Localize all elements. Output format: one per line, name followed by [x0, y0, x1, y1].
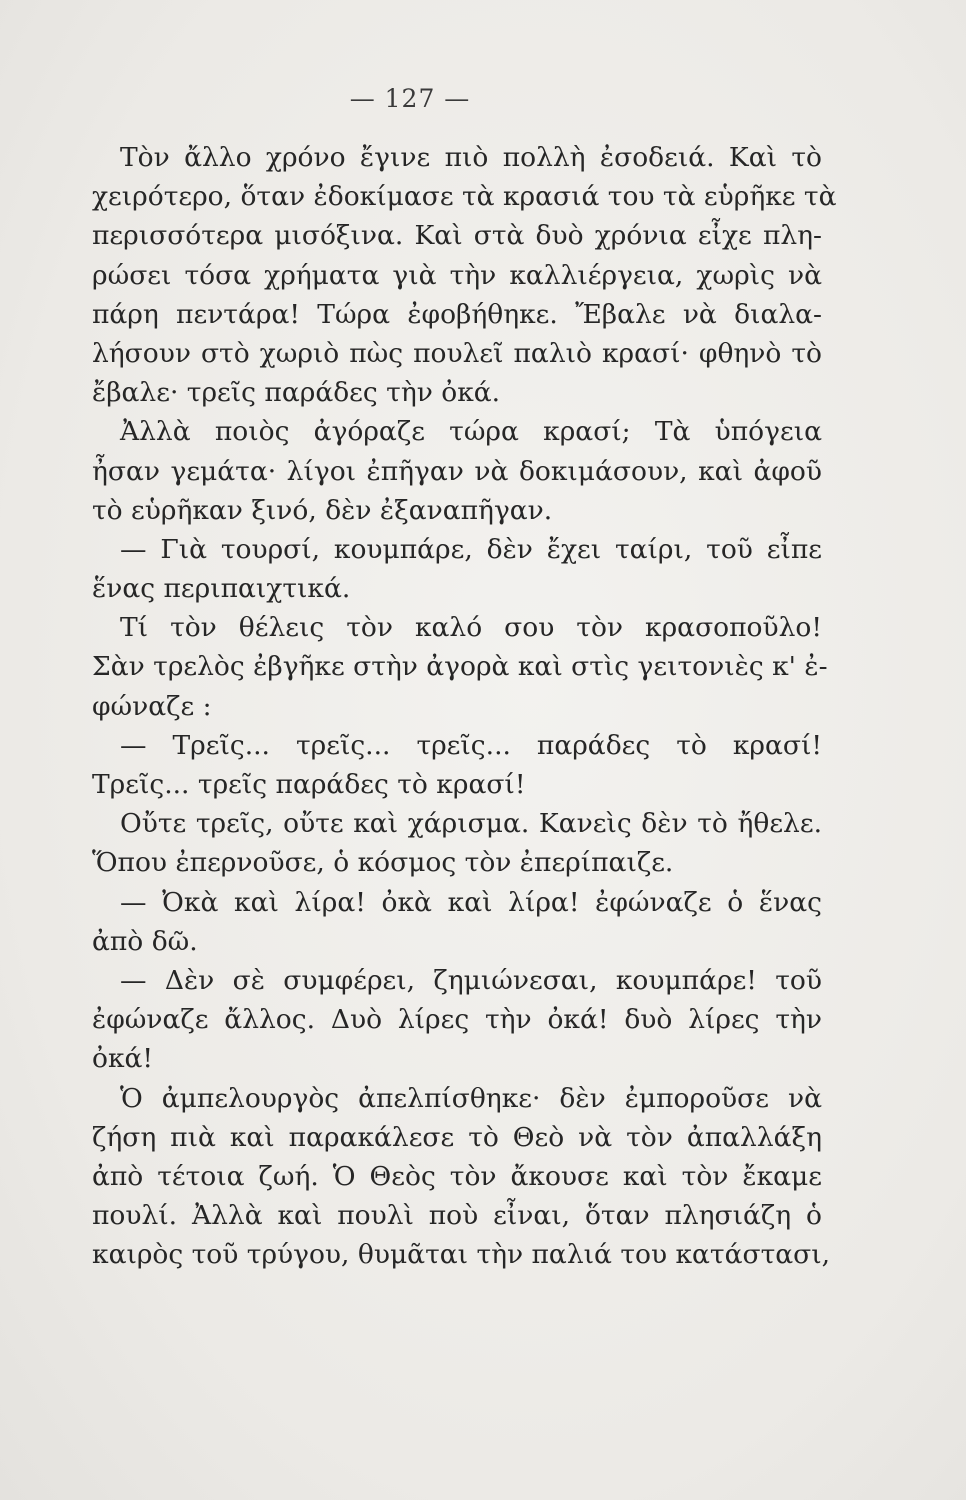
text-line: Τί τὸν θέλεις τὸν καλό σου τὸν κρασοποῦλο!: [120, 612, 822, 644]
text-line: Ὅπου ἐπερνοῦσε, ὁ κόσμος τὸν ἐπερίπαιζε.: [92, 847, 674, 879]
text-line: Ὁ ἀμπελουργὸς ἀπελπίσθηκε· δὲν ἐμποροῦσε νὰ: [120, 1082, 822, 1114]
text-line: ἐφώναζε ἄλλος. Δυὸ λίρες τὴν ὀκά! δυὸ λίρες τὴν: [92, 1004, 822, 1036]
text-line: πάρη πεντάρα! Τώρα ἐφοβήθηκε. Ἔβαλε νὰ διαλα-: [92, 298, 822, 330]
text-line: — Δὲν σὲ συμφέρει, ζημιώνεσαι, κουμπάρε! τοῦ: [120, 964, 822, 996]
text-line: ὀκά!: [92, 1043, 154, 1075]
text-line: ζήση πιὰ καὶ παρακάλεσε τὸ Θεὸ νὰ τὸν ἀπαλλάξη: [92, 1121, 822, 1153]
text-line: Τρεῖς... τρεῖς παράδες τὸ κρασί!: [92, 769, 526, 800]
text-line: χειρότερο, ὅταν ἐδοκίμασε τὰ κρασιά του τὰ εὑρῆκε τὰ: [92, 181, 837, 213]
text-line: ἀπὸ δῶ.: [92, 925, 198, 957]
text-line: ἦσαν γεμάτα· λίγοι ἐπῆγαν νὰ δοκιμάσουν, καὶ ἀφοῦ: [92, 455, 822, 487]
text-line: καιρὸς τοῦ τρύγου, θυμᾶται τὴν παλιά του κατάστασι,: [92, 1239, 831, 1271]
body-text: [92, 138, 837, 1274]
text-line: — Γιὰ τουρσί, κουμπάρε, δὲν ἔχει ταίρι, τοῦ εἶπε: [120, 533, 822, 565]
text-line: πουλί. Ἀλλὰ καὶ πουλὶ ποὺ εἶναι, ὅταν πλησιάζη ὁ: [92, 1200, 822, 1232]
text-line: — Τρεῖς... τρεῖς... τρεῖς... παράδες τὸ κρασί!: [120, 729, 822, 761]
text-line: — Ὀκὰ καὶ λίρα! ὀκὰ καὶ λίρα! ἐφώναζε ὁ ἕνας: [120, 886, 822, 918]
text-line: ἀπὸ τέτοια ζωή. Ὁ Θεὸς τὸν ἄκουσε καὶ τὸν ἔκαμε: [92, 1160, 822, 1192]
page-number: — 127 —: [349, 84, 471, 113]
text-line: Οὔτε τρεῖς, οὔτε καὶ χάρισμα. Κανεὶς δὲν τὸ ἤθελε.: [120, 808, 822, 840]
text-line: ἔβαλε· τρεῖς παράδες τὴν ὀκά.: [92, 377, 501, 409]
text-line: Ἀλλὰ ποιὸς ἀγόραζε τώρα κρασί; Τὰ ὑπόγεια: [120, 416, 822, 448]
text-line: ρώσει τόσα χρήματα γιὰ τὴν καλλιέργεια, χωρὶς νὰ: [92, 259, 822, 291]
text-line: περισσότερα μισόξινα. Καὶ στὰ δυὸ χρόνια εἶχε πλη-: [92, 220, 822, 252]
text-line: τὸ εὑρῆκαν ξινό, δὲν ἐξαναπῆγαν.: [92, 494, 553, 526]
text-line: φώναζε :: [92, 690, 212, 722]
text-line: λήσουν στὸ χωριὸ πὼς πουλεῖ παλιὸ κρασί· φθηνὸ τὸ: [92, 337, 822, 369]
text-line: Τὸν ἄλλο χρόνο ἔγινε πιὸ πολλὴ ἐσοδειά. Καὶ τὸ: [120, 142, 822, 173]
text-line: Σὰν τρελὸς ἐβγῆκε στὴν ἀγορὰ καὶ στὶς γειτονιὲς κ' ἐ-: [92, 651, 828, 683]
text-line: ἕνας περιπαιχτικά.: [92, 573, 351, 605]
